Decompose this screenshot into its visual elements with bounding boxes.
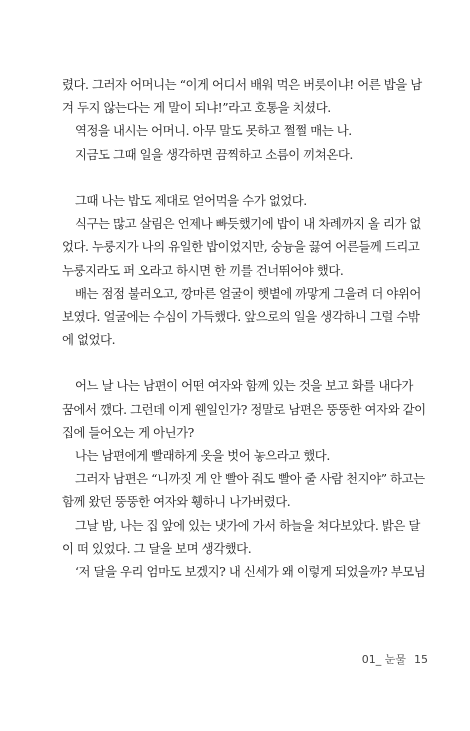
text-line: 렸다. 그러자 어머니는 “이게 어디서 배워 먹은 버릇이냐! 어른 밥을 남 — [62, 77, 422, 92]
text-line: 식구는 많고 살림은 언제나 빠듯했기에 밥이 내 차례까지 올 리가 없 — [75, 216, 421, 232]
paragraph-gap — [62, 166, 428, 189]
page-footer — [362, 651, 428, 667]
text-line: 함께 왔던 뚱뚱한 여자와 휑하니 나가버렸다. — [62, 494, 291, 510]
text-line: 집에 들어오는 게 아닌가? — [62, 424, 194, 440]
text-line: 겨 두지 않는다는 게 말이 되냐!”라고 호통을 치셨다. — [62, 100, 331, 116]
text-line: 지금도 그때 일을 생각하면 끔찍하고 소름이 끼쳐온다. — [75, 146, 353, 162]
text-line: 배는 점점 불러오고, 깡마른 얼굴이 햇볕에 까맣게 그을려 더 야위어 — [75, 285, 421, 301]
text-line: 이 떠 있었다. 그 달을 보며 생각했다. — [62, 540, 252, 556]
text-line: 었다. 누룽지가 나의 유일한 밥이었지만, 숭늉을 끓여 어른들께 드리고 — [62, 239, 420, 255]
text-line: 보였다. 얼굴에는 수심이 가득했다. 앞으로의 일을 생각하니 그럴 수밖 — [62, 308, 420, 324]
text-line: 그날 밤, 나는 집 앞에 있는 냇가에 가서 하늘을 쳐다보았다. 밝은 달 — [75, 517, 420, 533]
chapter-label: 01_ 눈물 — [361, 653, 406, 666]
text-line: 어느 날 나는 남편이 어떤 여자와 함께 있는 것을 보고 화를 내다가 — [75, 378, 413, 394]
paragraph-gap — [62, 351, 428, 374]
text-line: 에 없었다. — [62, 332, 116, 348]
text-line: 나는 남편에게 빨래하게 옷을 벗어 놓으라고 했다. — [75, 448, 330, 463]
text-line: ‘저 달을 우리 엄마도 보겠지? 내 신세가 왜 이렇게 되었을까? 부모님 — [75, 563, 426, 579]
text-line: 역정을 내시는 어머니. 아무 말도 못하고 쩔쩔 매는 나. — [75, 123, 352, 139]
text-line: 꿈에서 깼다. 그런데 이게 웬일인가? 정말로 남편은 뚱뚱한 여자와 같이 — [62, 401, 426, 417]
text-line: 누룽지라도 퍼 오라고 하시면 한 끼를 건너뛰어야 했다. — [62, 262, 344, 278]
page-number: 15 — [414, 653, 428, 666]
text-line: 그러자 남편은 “니까짓 게 안 빨아 줘도 빨아 줄 사람 천지야” 하고는 — [75, 471, 425, 487]
text-line: 그때 나는 밥도 제대로 얻어먹을 수가 없었다. — [75, 192, 307, 208]
body-text — [62, 73, 428, 583]
